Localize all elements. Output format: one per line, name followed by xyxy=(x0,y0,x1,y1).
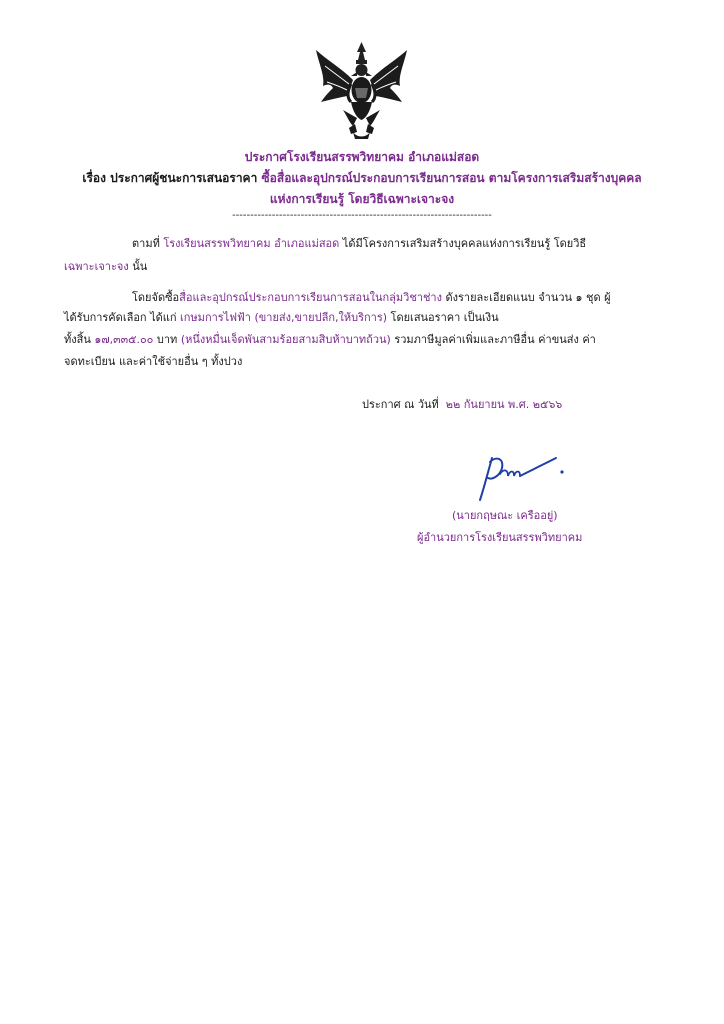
handwritten-signature xyxy=(470,448,570,508)
school-name: โรงเรียนสรรพวิทยาคม อำเภอแม่สอด xyxy=(163,237,340,250)
paragraph-2-line-2 xyxy=(64,311,499,325)
date-prefix: ประกาศ ณ วันที่ xyxy=(362,398,439,411)
p2-selected: ได้รับการคัดเลือก ได้แก่ xyxy=(64,311,177,324)
p1-end: นั้น xyxy=(128,260,148,273)
p2-intro: โดยจัดซื้อ xyxy=(132,291,180,304)
announcement-date-line xyxy=(362,398,562,412)
baht-unit: บาท xyxy=(153,333,178,346)
p2-quantity: ดังรายละเอียดแนบ จำนวน ๑ ชุด ผู้ xyxy=(441,291,611,304)
subject-line xyxy=(0,170,724,186)
winner-name: เกษมการไฟฟ้า (ขายส่ง,ขายปลีก,ให้บริการ) xyxy=(180,311,388,324)
subject-line-continued xyxy=(0,191,724,207)
paragraph-1-line-2 xyxy=(64,260,147,274)
amount-value: ๑๗,๓๓๕.๐๐ xyxy=(94,333,154,346)
purchase-item: สื่อและอุปกรณ์ประกอบการเรียนการสอนในกลุ่มวิชาช่าง xyxy=(179,291,442,304)
paragraph-2-line-1 xyxy=(132,291,611,305)
p2-offer: โดยเสนอราคา เป็นเงิน xyxy=(387,311,499,324)
paragraph-1-line-1 xyxy=(132,237,586,251)
amount-in-words: (หนึ่งหมื่นเจ็ดพันสามร้อยสามสิบห้าบาทถ้วน) xyxy=(180,333,391,346)
p2-tax-text: รวมภาษีมูลค่าเพิ่มและภาษีอื่น ค่าขนส่ง ค่า xyxy=(390,333,596,346)
p2-expenses-text: จดทะเบียน และค่าใช้จ่ายอื่น ๆ ทั้งปวง xyxy=(64,355,243,368)
signer-name: (นายกฤษณะ เครืออยู่) xyxy=(452,509,558,522)
subject-text-continued: แห่งการเรียนรู้ โดยวิธีเฉพาะเจาะจง xyxy=(269,192,455,206)
subject-prefix: เรื่อง ประกาศผู้ชนะการเสนอราคา xyxy=(82,171,258,185)
announcement-title xyxy=(0,149,724,165)
announcement-title-text: ประกาศโรงเรียนสรรพวิทยาคม อำเภอแม่สอด xyxy=(244,150,480,164)
signer-position: ผู้อำนวยการโรงเรียนสรรพวิทยาคม xyxy=(417,531,583,544)
separator-line: ------------------------------------------------------------------------ xyxy=(232,210,492,221)
subject-text: ซื้อสื่อและอุปกรณ์ประกอบการเรียนการสอน ตามโครงการเสริมสร้างบุคคล xyxy=(261,171,642,185)
garuda-emblem-icon xyxy=(313,40,410,140)
p1-intro: ตามที่ xyxy=(132,237,160,250)
procurement-method: เฉพาะเจาะจง xyxy=(64,260,129,273)
p2-total-label: ทั้งสิ้น xyxy=(64,333,91,346)
project-text: ได้มีโครงการเสริมสร้างบุคคลแห่งการเรียนรู้ โดยวิธี xyxy=(342,237,587,250)
paragraph-2-line-4 xyxy=(64,355,242,369)
paragraph-2-line-3 xyxy=(64,333,596,347)
announcement-date: ๒๒ กันยายน พ.ศ. ๒๕๖๖ xyxy=(445,398,563,411)
